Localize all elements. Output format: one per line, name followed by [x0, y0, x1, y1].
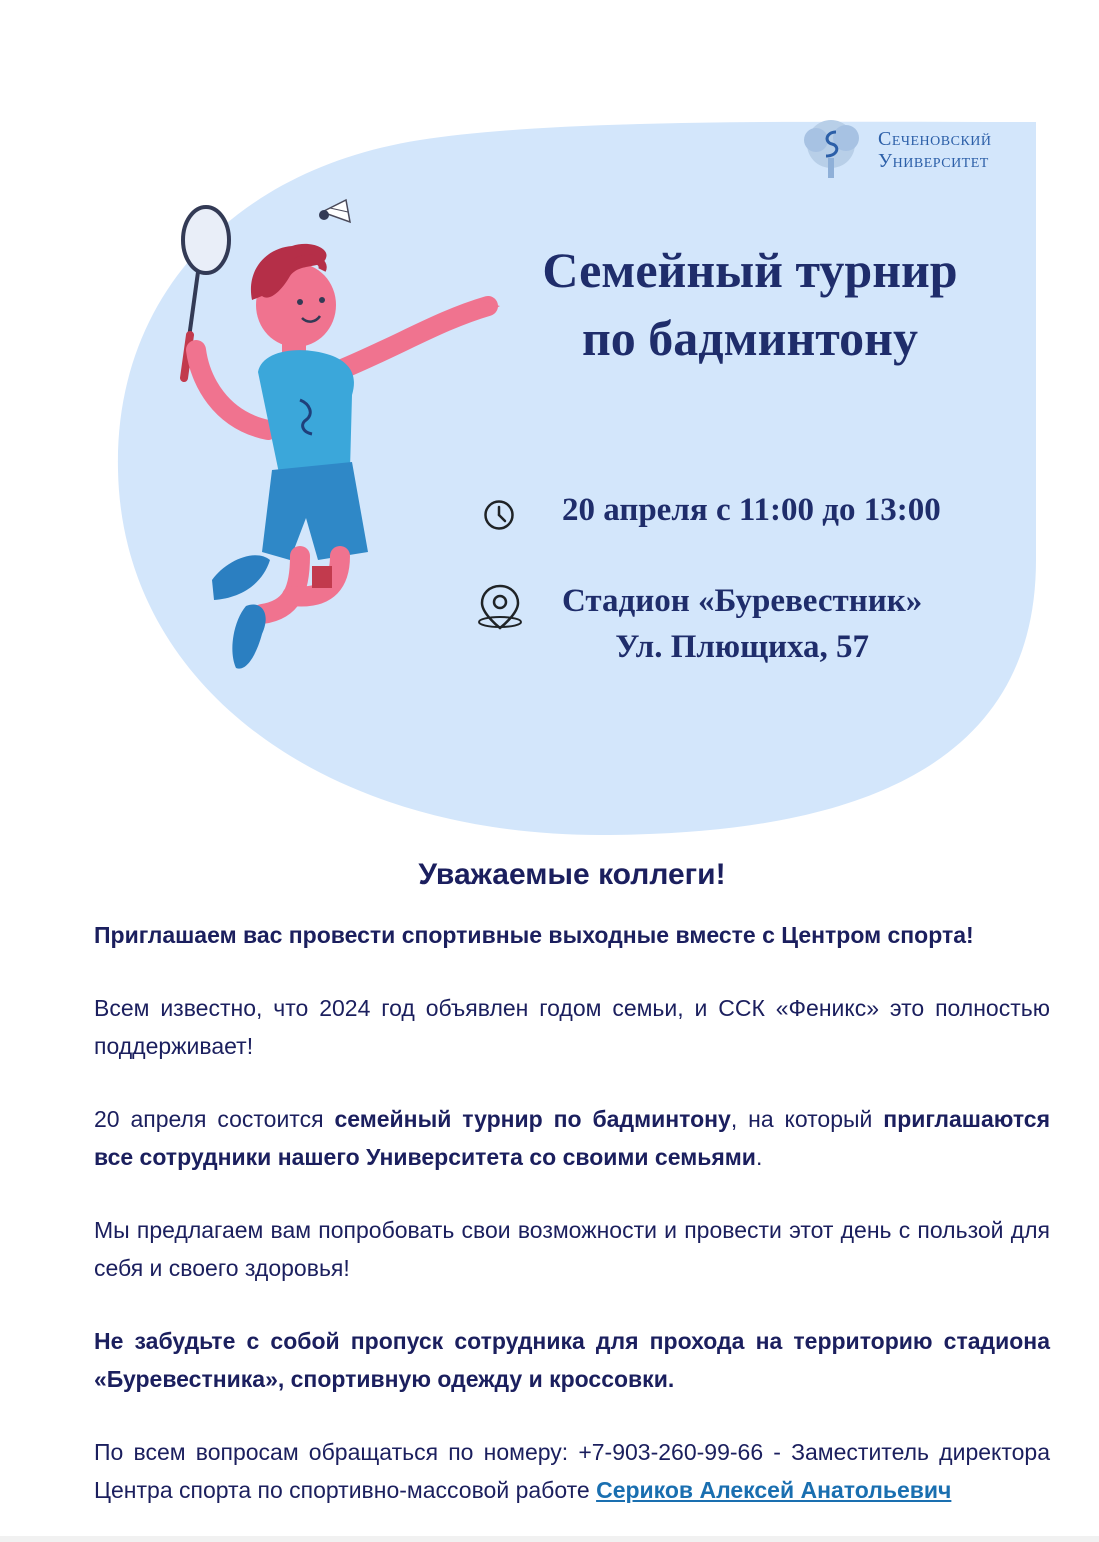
- p2-text-a: 20 апреля состоится: [94, 1106, 335, 1132]
- p2-text-e: .: [755, 1144, 763, 1170]
- poster-title-line2: по бадминтону: [582, 310, 918, 366]
- event-date: 20 апреля с 11:00 до 13:00: [562, 492, 941, 528]
- place-line2: Ул. Плющиха, 57: [615, 629, 870, 665]
- greeting-heading: Уважаемые коллеги!: [418, 858, 726, 891]
- tree-logo-icon: [796, 118, 866, 182]
- logo-line1: Сеченовский: [878, 128, 992, 150]
- poster-title-line1: Семейный турнир: [542, 242, 958, 298]
- banner-blob: [118, 122, 1036, 835]
- p2-bold-invited: приглашаются все сотрудники нашего Университета со своими семьями: [94, 1106, 1050, 1170]
- contact-person-link[interactable]: Сериков Алексей Анатольевич: [596, 1477, 952, 1503]
- logo-line2: Университет: [878, 150, 989, 172]
- paragraph-contact: [94, 1433, 1050, 1509]
- contact-text: По всем вопросам обращаться по номеру: +7-903-260-99-66 - Заместитель директора Центра спорта по спортивно-массовой работе: [94, 1439, 1050, 1503]
- paragraph-family-year: Всем известно, что 2024 год объявлен годом семьи, и ССК «Феникс» это полностью поддерживает!: [94, 995, 1050, 1059]
- university-logo: [796, 118, 1036, 182]
- p2-bold-tournament: семейный турнир по бадминтону: [334, 1106, 731, 1132]
- p2-text-c: , на который: [730, 1106, 884, 1132]
- logo-text: [878, 128, 992, 172]
- paragraph-offer: Мы предлагаем вам попробовать свои возможности и провести этот день с пользой для себя и своего здоровья!: [94, 1217, 1050, 1281]
- event-place: [562, 578, 922, 670]
- paragraph-reminder: Не забудьте с собой пропуск сотрудника для прохода на территорию стадиона «Буревестника», спортивную одежду и кроссовки.: [94, 1328, 1050, 1392]
- paragraph-tournament: [94, 1100, 1050, 1176]
- letter-body: [94, 858, 1050, 1542]
- place-line1: Стадион «Буревестник»: [562, 583, 923, 619]
- poster-title: [470, 236, 1030, 372]
- bottom-edge: [0, 1536, 1099, 1542]
- invite-paragraph: Приглашаем вас провести спортивные выходные вместе с Центром спорта!: [94, 922, 974, 948]
